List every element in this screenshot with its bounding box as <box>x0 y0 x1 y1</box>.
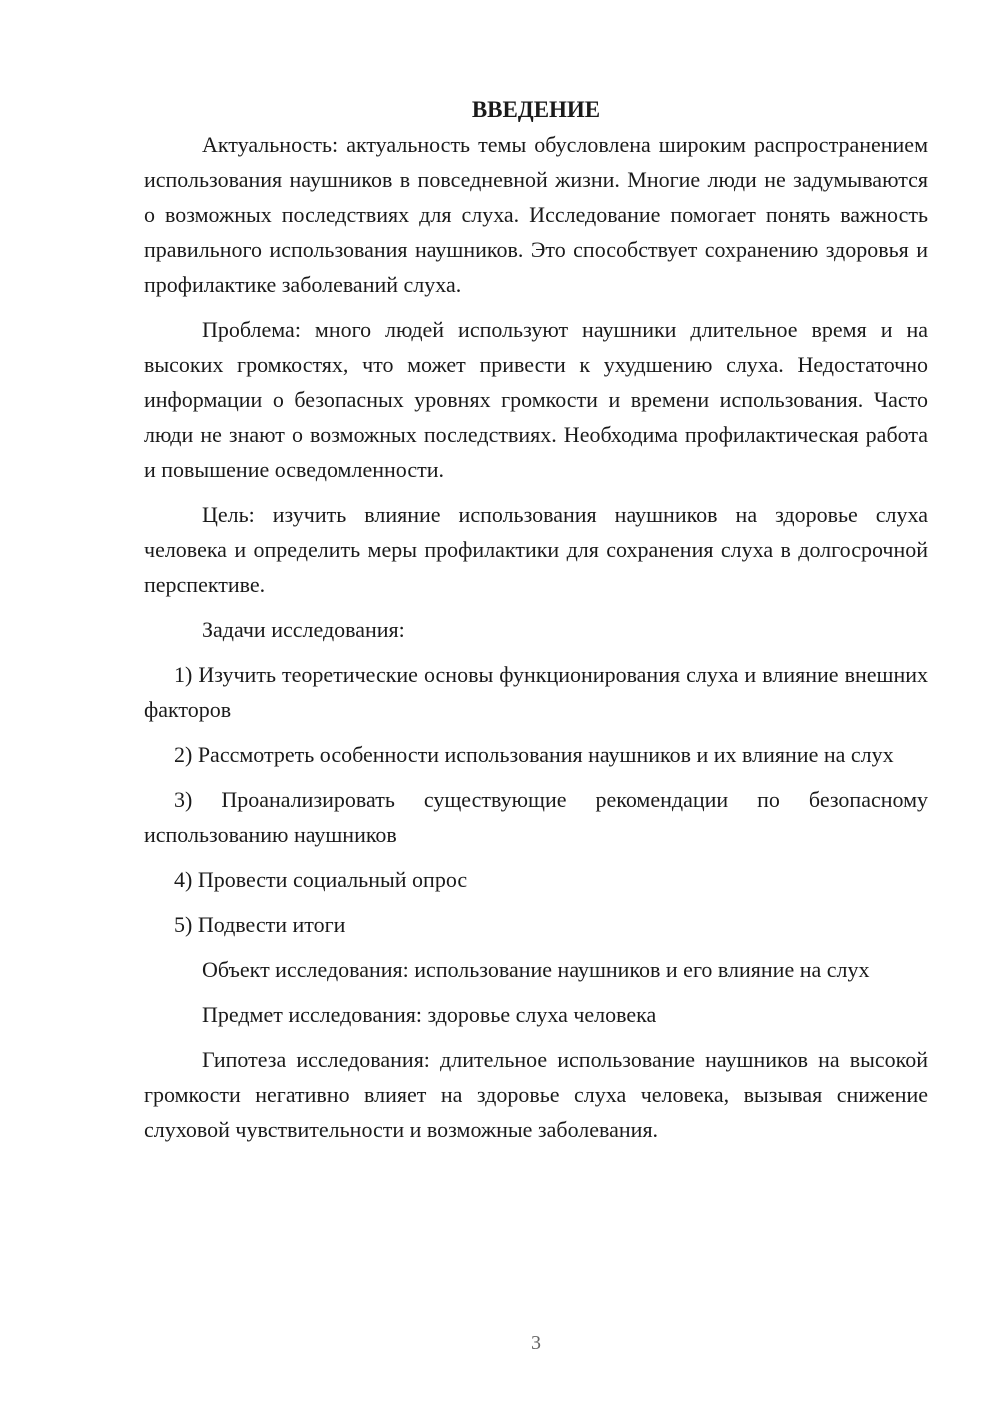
task-item-2: 2) Рассмотреть особенности использования наушников и их влияние на слух <box>174 742 894 767</box>
problem-paragraph: Проблема: много людей используют наушники длительное время и на высоких громкостях, что может привести к ухудшению слуха. Недостаточно информации о безопасных уровнях громкости и времени использования. Часто люди не знают о возможных последствиях. Необходима профилактическая работа и повышение осведомленности. <box>144 317 928 482</box>
page-number: 3 <box>531 1332 541 1354</box>
goal-paragraph: Цель: изучить влияние использования наушников на здоровье слуха человека и определить меры профилактики для сохранения слуха в долгосрочной перспективе. <box>144 502 928 597</box>
task-item-4: 4) Провести социальный опрос <box>174 867 468 892</box>
relevance-paragraph: Актуальность: актуальность темы обусловлена широким распространением использования наушников в повседневной жизни. Многие люди не задумываются о возможных последствиях для слуха. Исследование помогает понять важность правильного использования наушников. Это способствует сохранению здоровья и профилактике заболеваний слуха. <box>144 132 928 297</box>
page-title: ВВЕДЕНИЕ <box>471 97 601 122</box>
task-item-5: 5) Подвести итоги <box>174 912 346 937</box>
task-item-1: 1) Изучить теоретические основы функционирования слуха и влияние внешних факторов <box>144 662 928 722</box>
object-paragraph: Объект исследования: использование наушников и его влияние на слух <box>202 957 870 982</box>
subject-paragraph: Предмет исследования: здоровье слуха человека <box>202 1002 657 1027</box>
task-item-3: 3) Проанализировать существующие рекомендации по безопасному использованию наушников <box>144 787 928 847</box>
tasks-heading: Задачи исследования: <box>202 617 405 642</box>
document-page <box>144 92 928 1147</box>
hypothesis-paragraph: Гипотеза исследования: длительное использование наушников на высокой громкости негативно влияет на здоровье слуха человека, вызывая снижение слуховой чувствительности и возможные заболевания. <box>144 1047 928 1142</box>
